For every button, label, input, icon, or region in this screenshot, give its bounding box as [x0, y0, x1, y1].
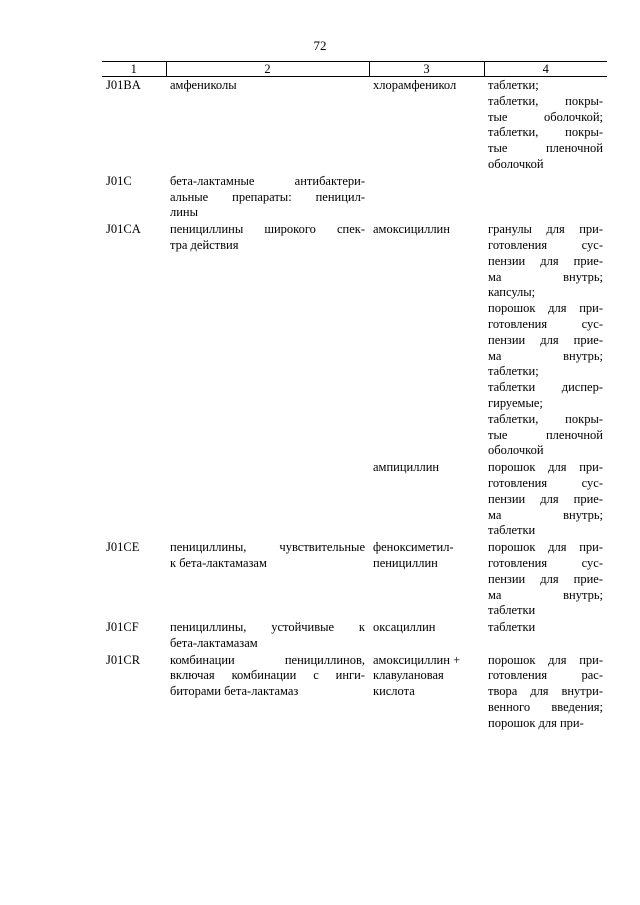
- cell-line: к бета-лактамазам: [170, 555, 267, 570]
- cell-line: альные препараты: пеницил-: [170, 189, 365, 204]
- cell-line: таблетки: [488, 603, 536, 618]
- cell-line: клавулановая: [373, 668, 444, 683]
- cell-line: комбинации пенициллинов,: [170, 652, 365, 667]
- cell-line: таблетки;: [488, 78, 539, 92]
- dosage-forms-cell: [484, 539, 607, 619]
- cell-line: пензии для прие-: [488, 571, 603, 586]
- cell-line: ма внутрь;: [488, 507, 603, 522]
- cell-line: порошок для при-: [488, 460, 603, 475]
- column-header-2: 2: [166, 62, 369, 77]
- atc-code-cell: J01CF: [106, 620, 139, 635]
- atc-code-cell: J01C: [106, 173, 132, 188]
- group-name-cell: [166, 221, 369, 459]
- drug-name-cell: [369, 619, 484, 652]
- table-row: [102, 173, 607, 221]
- cell-line: амоксициллин +: [373, 652, 461, 667]
- cell-line: включая комбинации с инги-: [170, 668, 365, 683]
- cell-line: пенициллины, чувствительные: [170, 540, 365, 555]
- group-name-cell: [166, 539, 369, 619]
- dosage-forms-cell: [484, 652, 607, 732]
- table-row: [102, 619, 607, 652]
- cell-line: биторами бета-лактамаз: [170, 684, 299, 699]
- cell-line: готовления сус-: [488, 555, 603, 570]
- drug-name-cell: [369, 459, 484, 539]
- cell-line: ма внутрь;: [488, 587, 603, 602]
- cell-line: тые пленочной: [488, 141, 603, 156]
- cell-line: готовления сус-: [488, 237, 603, 252]
- drug-name-cell: [369, 652, 484, 732]
- table-row: [102, 459, 607, 539]
- cell-line: амоксициллин: [373, 222, 450, 237]
- group-name-cell: [166, 619, 369, 652]
- cell-line: ампициллин: [373, 460, 440, 475]
- group-name-cell: [166, 77, 369, 173]
- cell-line: таблетки;: [488, 364, 539, 379]
- cell-line: ма внутрь;: [488, 348, 603, 363]
- drug-name-cell: [369, 173, 484, 221]
- page-number: 72: [313, 38, 327, 53]
- cell-line: гранулы для при-: [488, 222, 603, 237]
- atc-code-cell: [102, 459, 166, 539]
- cell-line: готовления сус-: [488, 475, 603, 490]
- atc-code-cell: J01CR: [106, 652, 141, 667]
- cell-line: кислота: [373, 684, 415, 699]
- cell-line: тые оболочкой;: [488, 109, 603, 124]
- cell-line: твора для внутри-: [488, 684, 603, 699]
- group-name-cell: [166, 459, 369, 539]
- table-row: [102, 652, 607, 732]
- table-row: [102, 77, 607, 173]
- cell-line: таблетки, покры-: [488, 93, 603, 108]
- group-name-cell: [166, 173, 369, 221]
- table-row: [102, 221, 607, 459]
- dosage-forms-cell: [484, 459, 607, 539]
- cell-line: готовления рас-: [488, 668, 603, 683]
- drug-name-cell: [369, 221, 484, 459]
- cell-line: лины: [170, 205, 199, 220]
- drug-table: [102, 61, 607, 732]
- dosage-forms-cell: [484, 173, 607, 221]
- cell-line: тые пленочной: [488, 427, 603, 442]
- group-name-cell: [166, 652, 369, 732]
- column-header-3: 3: [369, 62, 484, 77]
- dosage-forms-cell: [484, 221, 607, 459]
- cell-line: пенициллины широкого спек-: [170, 222, 365, 237]
- cell-line: таблетки, покры-: [488, 411, 603, 426]
- cell-line: пензии для прие-: [488, 491, 603, 506]
- cell-line: пензии для прие-: [488, 332, 603, 347]
- cell-line: таблетки диспер-: [488, 380, 603, 395]
- cell-line: амфениколы: [170, 78, 237, 92]
- cell-line: бета-лактамазам: [170, 635, 258, 650]
- cell-line: ма внутрь;: [488, 269, 603, 284]
- cell-line: порошок для при-: [488, 652, 603, 667]
- drug-name-cell: [369, 77, 484, 173]
- cell-line: венного введения;: [488, 700, 603, 715]
- table-row: [102, 539, 607, 619]
- cell-line: оксациллин: [373, 620, 436, 635]
- dosage-forms-cell: [484, 77, 607, 173]
- atc-code-cell: J01CA: [106, 222, 141, 237]
- dosage-forms-cell: [484, 619, 607, 652]
- column-header-1: 1: [102, 62, 166, 77]
- table-header: [102, 62, 607, 77]
- atc-code-cell: J01BA: [106, 78, 141, 92]
- cell-line: порошок для при-: [488, 715, 584, 730]
- cell-line: феноксиметил-: [373, 540, 454, 555]
- table-body: [102, 77, 607, 732]
- cell-line: оболочкой: [488, 443, 544, 458]
- cell-line: пензии для прие-: [488, 253, 603, 268]
- cell-line: бета-лактамные антибактери-: [170, 173, 365, 188]
- cell-line: таблетки, покры-: [488, 125, 603, 140]
- cell-line: порошок для при-: [488, 540, 603, 555]
- cell-line: хлорамфеникол: [373, 78, 457, 92]
- cell-line: таблетки: [488, 523, 536, 538]
- cell-line: пенициллины, устойчивые к: [170, 620, 365, 635]
- cell-line: гируемые;: [488, 395, 543, 410]
- cell-line: готовления сус-: [488, 316, 603, 331]
- cell-line: оболочкой: [488, 156, 544, 171]
- column-header-4: 4: [484, 62, 607, 77]
- drug-name-cell: [369, 539, 484, 619]
- cell-line: тра действия: [170, 237, 239, 252]
- cell-line: капсулы;: [488, 285, 536, 300]
- cell-line: таблетки: [488, 620, 536, 635]
- cell-line: пенициллин: [373, 555, 438, 570]
- atc-code-cell: J01CE: [106, 540, 140, 555]
- cell-line: порошок для при-: [488, 301, 603, 316]
